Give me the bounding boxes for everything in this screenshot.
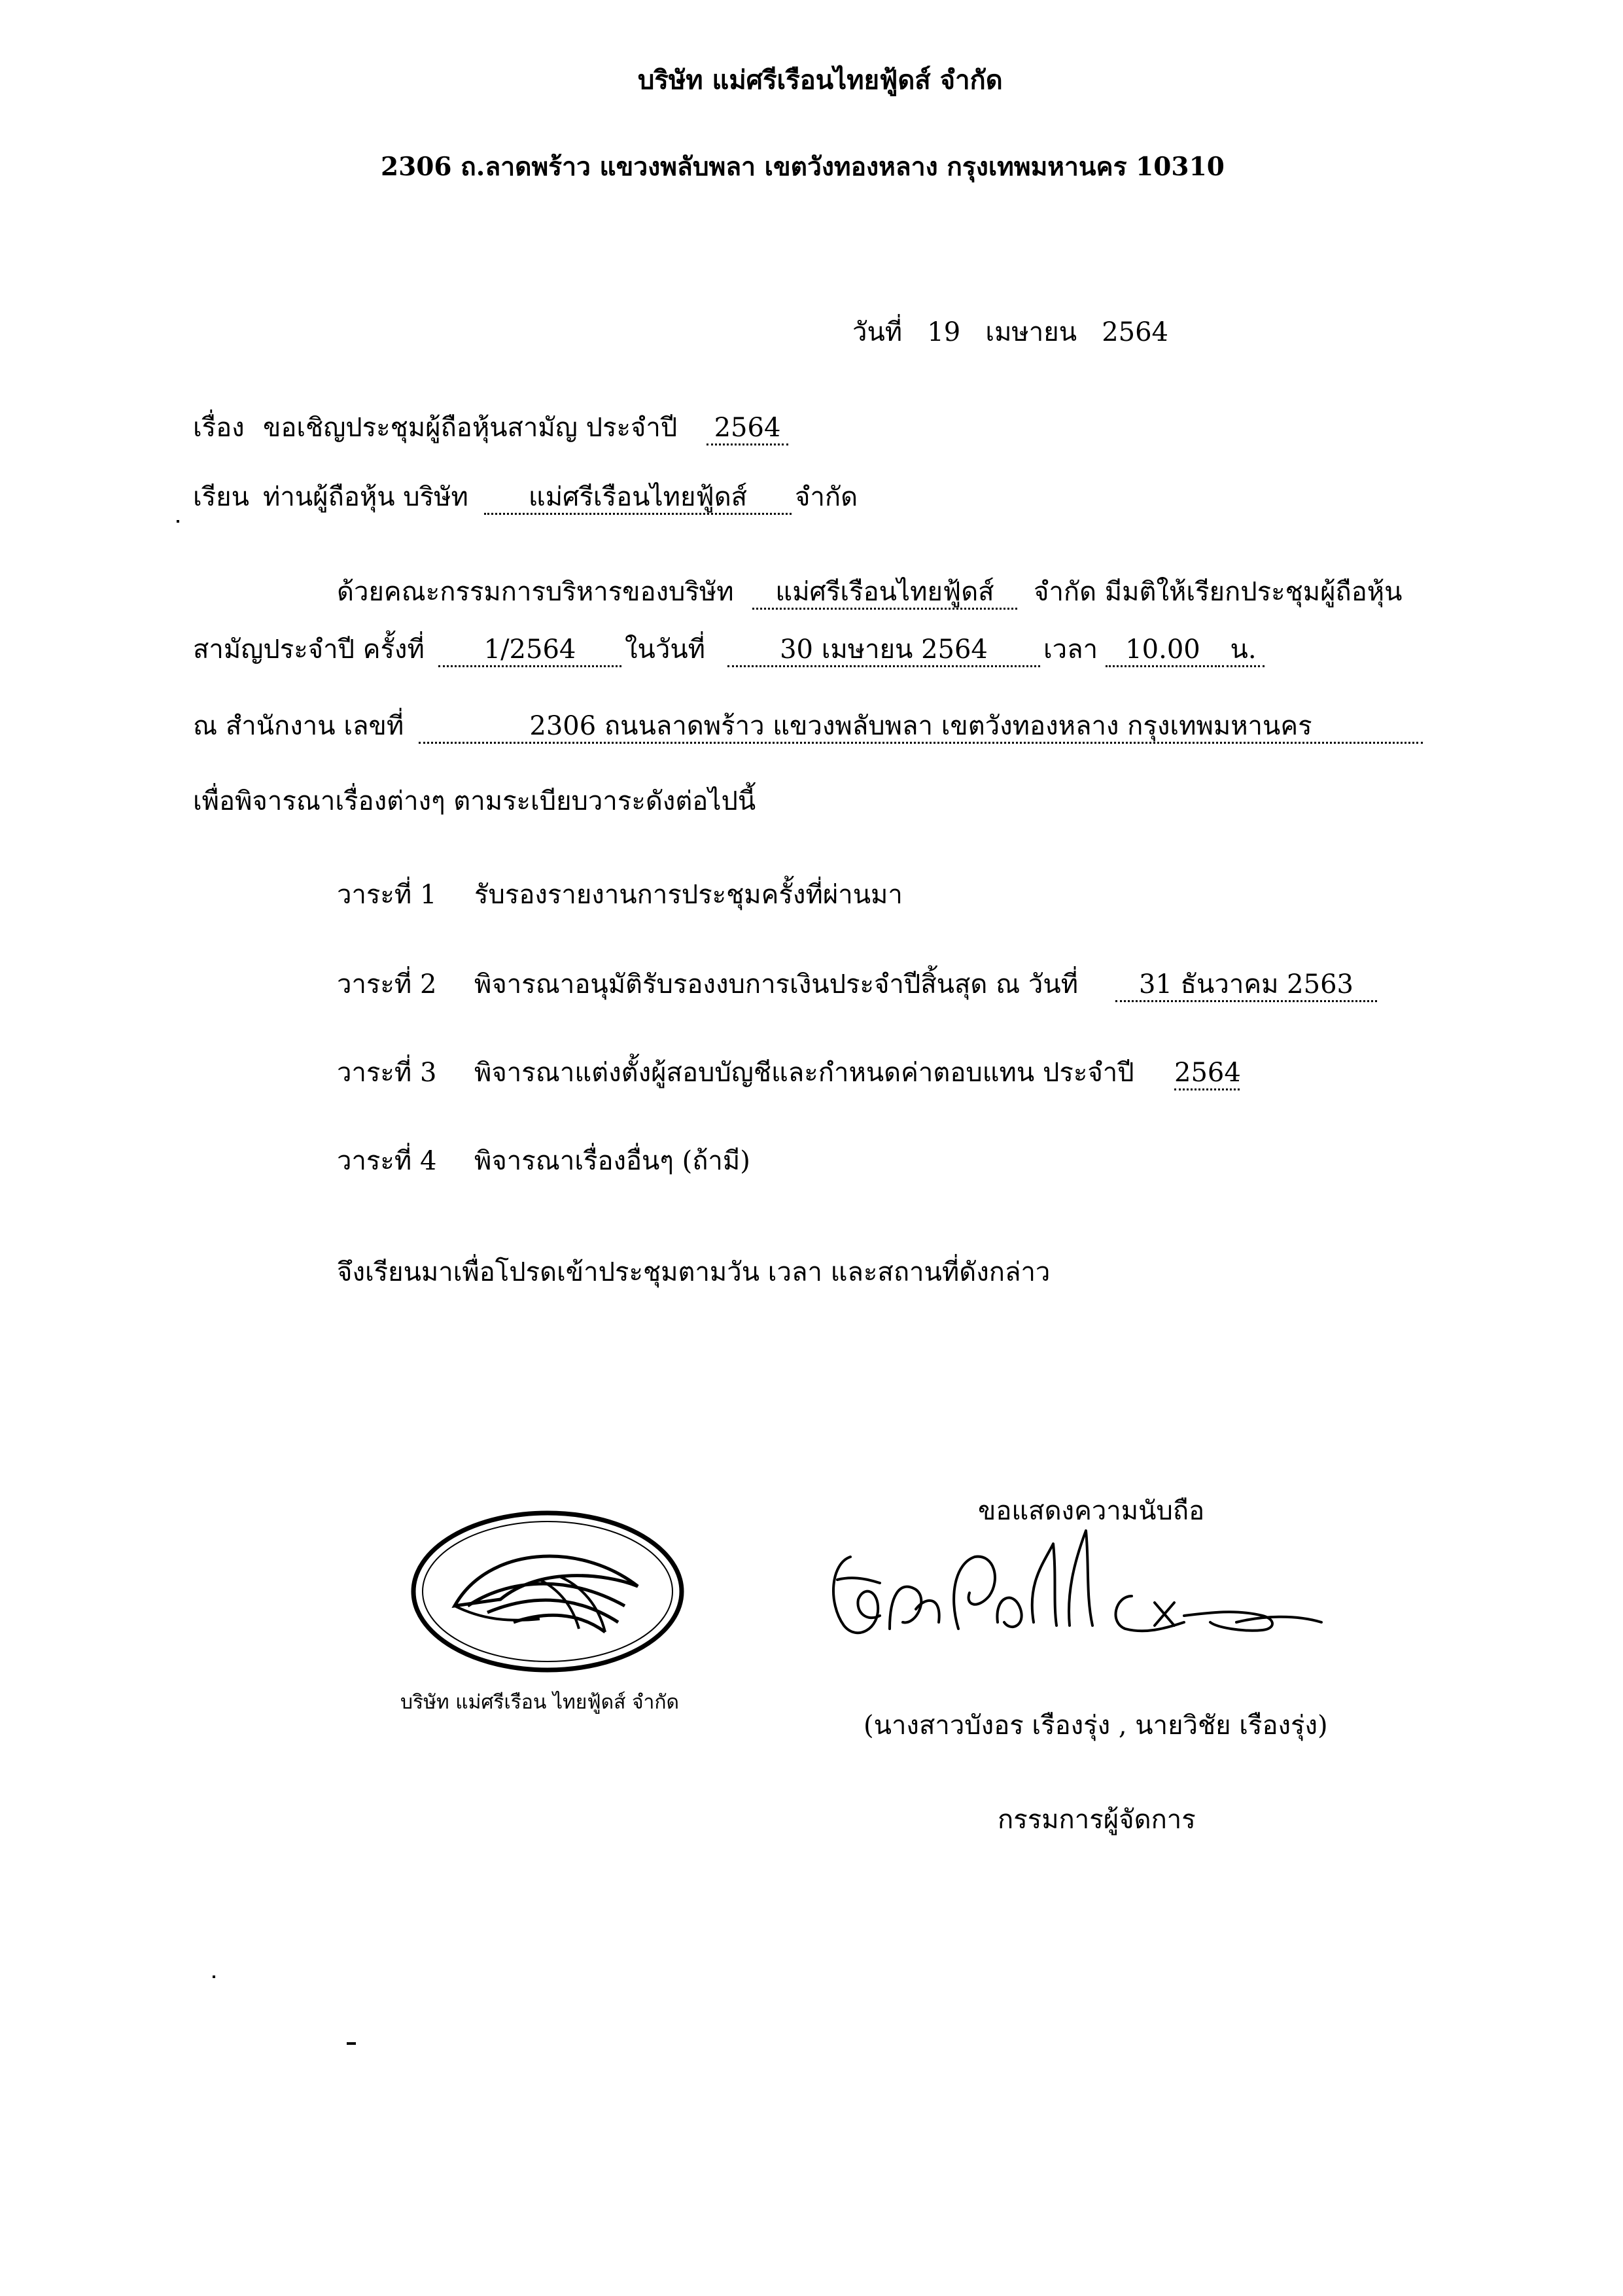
signatory-position: กรรมการผู้จัดการ (998, 1805, 1196, 1835)
meeting-place-field: 2306 ถนนลาดพร้าว แขวงพลับพลา เขตวังทองหลาง กรุงเทพมหานคร (419, 713, 1423, 744)
recipient-label: เรียน (193, 482, 249, 512)
body-line1-prefix: ด้วยคณะกรรมการบริหารของบริษัท (337, 577, 734, 607)
body-line2-prefix: สามัญประจำปี ครั้งที่ (193, 635, 425, 665)
subject-year-field: 2564 (707, 415, 788, 445)
company-address: 2306 ถ.ลาดพร้าว แขวงพลับพลา เขตวังทองหลาง กรุงเทพมหานคร 10310 (381, 152, 1225, 182)
agenda-1-label: วาระที่ 1 (337, 880, 437, 910)
subject-label: เรื่อง (193, 413, 245, 443)
date-day: 19 (927, 317, 961, 347)
date-prefix: วันที่ (852, 317, 903, 347)
company-seal-logo (409, 1508, 687, 1675)
meeting-number-field: 1/2564 (438, 636, 621, 667)
seal-caption: บริษัท แม่ศรีเรือน ไทยฟู้ดส์ จำกัด (400, 1691, 680, 1714)
date-month: เมษายน (985, 317, 1077, 347)
subject-text: ขอเชิญประชุมผู้ถือหุ้นสามัญ ประจำปี (263, 413, 678, 443)
body-company-field: แม่ศรีเรือนไทยฟู้ดส์ (752, 579, 1017, 610)
body-line3-prefix: ณ สำนักงาน เลขที่ (193, 711, 404, 741)
agenda-4-label: วาระที่ 4 (337, 1146, 437, 1176)
agenda-2-label: วาระที่ 2 (337, 969, 437, 1000)
body-line1-suffix: จำกัด มีมติให้เรียกประชุมผู้ถือหุ้น (1034, 577, 1403, 607)
scan-mark (347, 2042, 356, 2045)
meeting-date-label: ในวันที่ (625, 635, 706, 665)
signatory-names: (นางสาวบังอร เรืองรุ่ง , นายวิชัย เรืองรุ่ง) (864, 1711, 1328, 1741)
agenda-3-text: พิจารณาแต่งตั้งผู้สอบบัญชีและกำหนดค่าตอบแทน ประจำปี (474, 1058, 1134, 1088)
closing-text: จึงเรียนมาเพื่อโปรดเข้าประชุมตามวัน เวลา และสถานที่ดังกล่าว (337, 1257, 1051, 1287)
fiscal-year-end-field: 31 ธันวาคม 2563 (1115, 971, 1377, 1002)
recipient-suffix: จำกัด (795, 482, 858, 512)
meeting-time-field: 10.00 (1106, 636, 1220, 667)
date-year: 2564 (1102, 317, 1168, 347)
letter-date (852, 319, 1168, 345)
agenda-1-text: รับรองรายงานการประชุมครั้งที่ผ่านมา (474, 880, 903, 910)
company-title: บริษัท แม่ศรีเรือนไทยฟู้ดส์ จำกัด (638, 65, 1003, 96)
meeting-date-field: 30 เมษายน 2564 (727, 636, 1040, 667)
regards-text: ขอแสดงความนับถือ (978, 1496, 1205, 1526)
scan-mark (213, 1975, 215, 1978)
scan-mark (177, 520, 179, 523)
recipient-text: ท่านผู้ถือหุ้น บริษัท (263, 482, 468, 512)
agenda-2-text: พิจารณาอนุมัติรับรองงบการเงินประจำปีสิ้นสุด ณ วันที่ (474, 969, 1079, 1000)
agenda-3-label: วาระที่ 3 (337, 1058, 437, 1088)
signature-image (818, 1518, 1348, 1661)
recipient-company-field: แม่ศรีเรือนไทยฟู้ดส์ (484, 484, 792, 515)
meeting-time-unit: น. (1222, 636, 1265, 667)
meeting-time-label: เวลา (1043, 635, 1098, 665)
agenda-4-text: พิจารณาเรื่องอื่นๆ (ถ้ามี) (474, 1146, 750, 1176)
auditor-year-field: 2564 (1174, 1060, 1240, 1090)
body-line4: เพื่อพิจารณาเรื่องต่างๆ ตามระเบียบวาระดังต่อไปนี้ (193, 786, 756, 816)
